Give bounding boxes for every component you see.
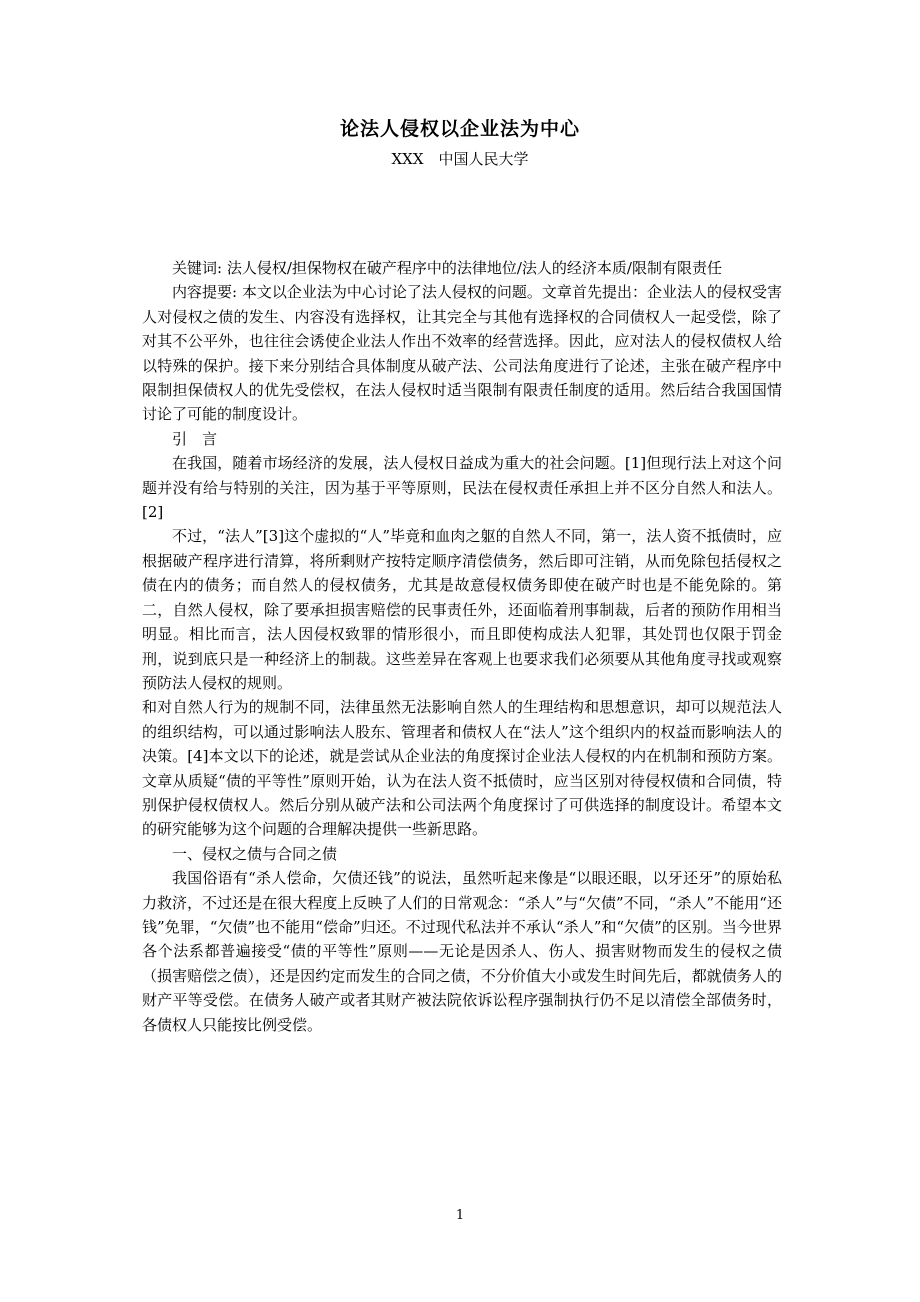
body-paragraph: 不过，“法人”[3]这个虚拟的“人”毕竟和血肉之躯的自然人不同，第一，法人资不抵债时，应根据破产程序进行清算，将所剩财产按特定顺序清偿债务，然后即可注销，从而免除包括侵权之债在内的债务；而自然人的侵权债务，尤其是故意侵权债务即使在破产时也是不能免除的。第二，自然人侵权，除了要承担损害赔偿的民事责任外，还面临着刑事制裁，后者的预防作用相当明显。相比而言，法人因侵权致罪的情形很小，而且即使构成法人犯罪，其处罚也仅限于罚金刑，说到底只是一种经济上的制裁。这些差异在客观上也要求我们必须要从其他角度寻找或观察预防法人侵权的规则。 <box>142 527 782 692</box>
section-heading-introduction: 引 言 <box>172 429 218 448</box>
section-heading-1: 一、侵权之债与合同之债 <box>172 844 338 863</box>
page-number: 1 <box>455 1208 465 1223</box>
page-title: 论法人侵权以企业法为中心 <box>339 118 580 140</box>
document-body <box>142 256 782 1037</box>
body-paragraph: 我国俗语有“杀人偿命，欠债还钱”的说法，虽然听起来像是“以眼还眼，以牙还牙”的原始私力救济，不过还是在很大程度上反映了人们的日常观念：“杀人”与“欠债”不同，“杀人”不能用“还钱”免罪，“欠债”也不能用“偿命”归还。不过现代私法并不承认“杀人”和“欠债”的区别。当今世界各个法系都普遍接受“债的平等性”原则——无论是因杀人、伤人、损害财物而发生的侵权之债（损害赔偿之债），还是因约定而发生的合同之债，不分价值大小或发生时间先后，都就债务人的财产平等受偿。在债务人破产或者其财产被法院依诉讼程序强制执行仍不足以清偿全部债务时，各债权人只能按比例受偿。 <box>142 869 782 1034</box>
body-paragraph: 在我国，随着市场经济的发展，法人侵权日益成为重大的社会问题。[1]但现行法上对这个问题并没有给与特别的关注，因为基于平等原则，民法在侵权责任承担上并不区分自然人和法人。[2] <box>142 454 782 522</box>
keywords-paragraph: 关键词: 法人侵权/担保物权在破产程序中的法律地位/法人的经济本质/限制有限责任 <box>172 259 722 277</box>
author-line: XXX 中国人民大学 <box>391 150 529 168</box>
body-paragraph: 和对自然人行为的规制不同，法律虽然无法影响自然人的生理结构和思想意识，却可以规范法人的组织结构，可以通过影响法人股东、管理者和债权人在“法人”这个组织内的权益而影响法人的决策。[4]本文以下的论述，就是尝试从企业法的角度探讨企业法人侵权的内在机制和预防方案。文章从质疑“债的平等性”原则开始，认为在法人资不抵债时，应当区别对待侵权债和合同债，特别保护侵权债权人。然后分别从破产法和公司法两个角度探讨了可供选择的制度设计。希望本文的研究能够为这个问题的合理解决提供一些新思路。 <box>142 698 782 839</box>
abstract-paragraph: 内容提要: 本文以企业法为中心讨论了法人侵权的问题。文章首先提出：企业法人的侵权受害人对侵权之债的发生、内容没有选择权，让其完全与其他有选择权的合同债权人一起受偿，除了对其不公平外，也往往会诱使企业法人作出不效率的经营选择。因此，应对法人的侵权债权人给以特殊的保护。接下来分别结合具体制度从破产法、公司法角度进行了论述，主张在破产程序中限制担保债权人的优先受偿权，在法人侵权时适当限制有限责任制度的适用。然后结合我国国情讨论了可能的制度设计。 <box>142 283 782 424</box>
